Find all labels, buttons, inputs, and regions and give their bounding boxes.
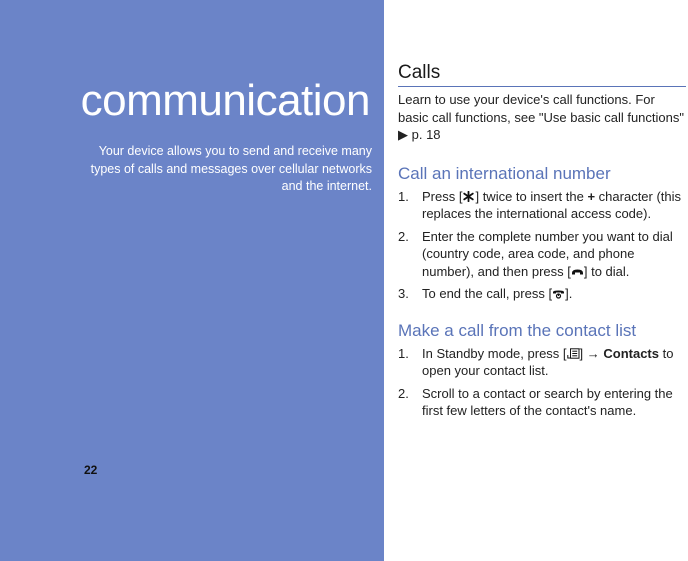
- list-item: [398, 188, 686, 223]
- step-number: 1.: [398, 188, 409, 204]
- contacts-menu-label: Contacts: [603, 345, 659, 361]
- asterisk-key-icon: [462, 191, 475, 202]
- call-key-icon: [571, 266, 584, 277]
- list-item: [398, 285, 686, 303]
- international-steps: [398, 188, 686, 303]
- step-text: Scroll to a contact or search by entering the first few letters of the contact's name.: [422, 385, 673, 418]
- step-number: 2.: [398, 385, 409, 401]
- end-key-icon: [552, 288, 565, 299]
- step-text-part: Press [: [422, 188, 463, 204]
- contacts-steps: [398, 345, 686, 420]
- content-column: [398, 62, 686, 425]
- list-item: [398, 385, 686, 420]
- step-text-part: character (this replaces the international access code).: [422, 188, 682, 221]
- step-text: [422, 228, 686, 281]
- step-text: [422, 345, 686, 380]
- step-text: [422, 285, 686, 303]
- section-title: Calls: [398, 62, 686, 87]
- menu-key-icon: [567, 348, 580, 359]
- step-text-part: Enter the complete number you want to dial (country code, area code, and phone number), and then press [: [422, 228, 673, 279]
- step-text-part: to open your contact list.: [422, 345, 674, 378]
- step-text-part: In Standby mode, press [: [422, 345, 567, 361]
- step-text-part: ] to dial.: [583, 263, 630, 279]
- step-number: 2.: [398, 228, 409, 244]
- step-text: [422, 188, 686, 223]
- chapter-intro: Your device allows you to send and receive many types of calls and messages over cellular networks and the internet.: [90, 144, 372, 193]
- step-text-part: ] →: [579, 345, 604, 361]
- step-number: 1.: [398, 345, 409, 361]
- chapter-title: communication: [80, 76, 370, 125]
- list-item: [398, 228, 686, 281]
- section-intro: Learn to use your device's call functions. For basic call functions, see "Use basic call functions" ▶ p. 18: [398, 92, 684, 142]
- subsection-title-international: Call an international number: [398, 163, 611, 183]
- step-text-part: To end the call, press [: [422, 286, 553, 301]
- plus-character: +: [587, 188, 596, 204]
- subsection-title-contacts: Make a call from the contact list: [398, 320, 637, 340]
- list-item: [398, 345, 686, 380]
- step-text-part: ] twice to insert the: [475, 188, 588, 204]
- step-number: 3.: [398, 286, 409, 301]
- step-text-part: ].: [565, 286, 573, 301]
- page-number: 22: [84, 463, 98, 477]
